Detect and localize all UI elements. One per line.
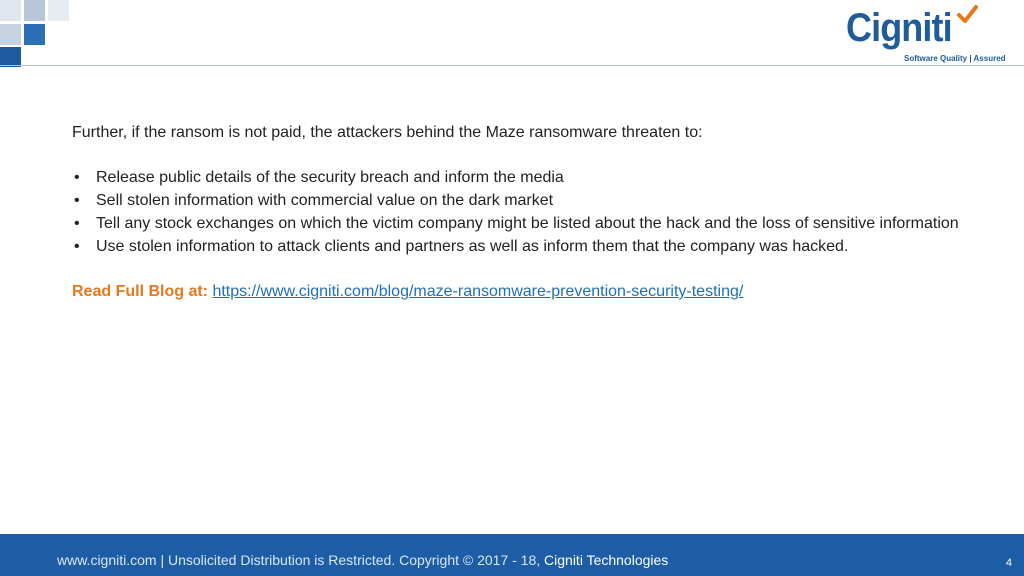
read-more bbox=[72, 281, 972, 303]
blog-link[interactable]: https://www.cigniti.com/blog/maze-ransomware-prevention-security-testing/ bbox=[212, 283, 744, 300]
corner-square bbox=[24, 0, 45, 21]
page-number: 4 bbox=[1005, 557, 1012, 569]
corner-square bbox=[24, 24, 45, 45]
bullet-dot: • bbox=[74, 215, 80, 232]
cigniti-logo bbox=[846, 4, 1006, 64]
footer-bar bbox=[0, 534, 1024, 576]
footer-copyright: www.cigniti.com | Unsolicited Distribution is Restricted. Copyright © 2017 - 18, bbox=[57, 552, 545, 568]
logo-wordmark: Cigniti bbox=[846, 6, 952, 50]
header-divider bbox=[0, 65, 1024, 66]
bullet-dot: • bbox=[74, 192, 80, 209]
bullet-dot: • bbox=[74, 238, 80, 255]
list-item-text: Tell any stock exchanges on which the victim company might be listed about the hack and the loss of sensitive information bbox=[96, 215, 959, 232]
corner-square bbox=[0, 0, 21, 21]
read-more-label: Read Full Blog at: bbox=[72, 283, 208, 300]
footer-text bbox=[57, 550, 668, 570]
bullet-dot: • bbox=[74, 169, 80, 186]
list-item bbox=[72, 189, 972, 212]
check-mark-icon bbox=[956, 4, 978, 26]
footer-company: Cigniti Technologies bbox=[544, 552, 669, 568]
list-item-text: Use stolen information to attack clients and partners as well as inform them that the company was hacked. bbox=[96, 238, 849, 255]
slide-content bbox=[72, 122, 972, 303]
corner-square bbox=[0, 24, 21, 45]
list-item-text: Sell stolen information with commercial value on the dark market bbox=[96, 192, 554, 209]
list-item bbox=[72, 212, 972, 235]
list-item bbox=[72, 166, 972, 189]
corner-square bbox=[0, 47, 21, 67]
threat-list bbox=[72, 166, 972, 258]
logo-tagline: Software Quality | Assured bbox=[904, 54, 1006, 63]
list-item-text: Release public details of the security breach and inform the media bbox=[96, 169, 564, 186]
corner-square bbox=[48, 0, 69, 21]
intro-text: Further, if the ransom is not paid, the attackers behind the Maze ransomware threaten to: bbox=[72, 124, 703, 141]
list-item bbox=[72, 235, 972, 258]
